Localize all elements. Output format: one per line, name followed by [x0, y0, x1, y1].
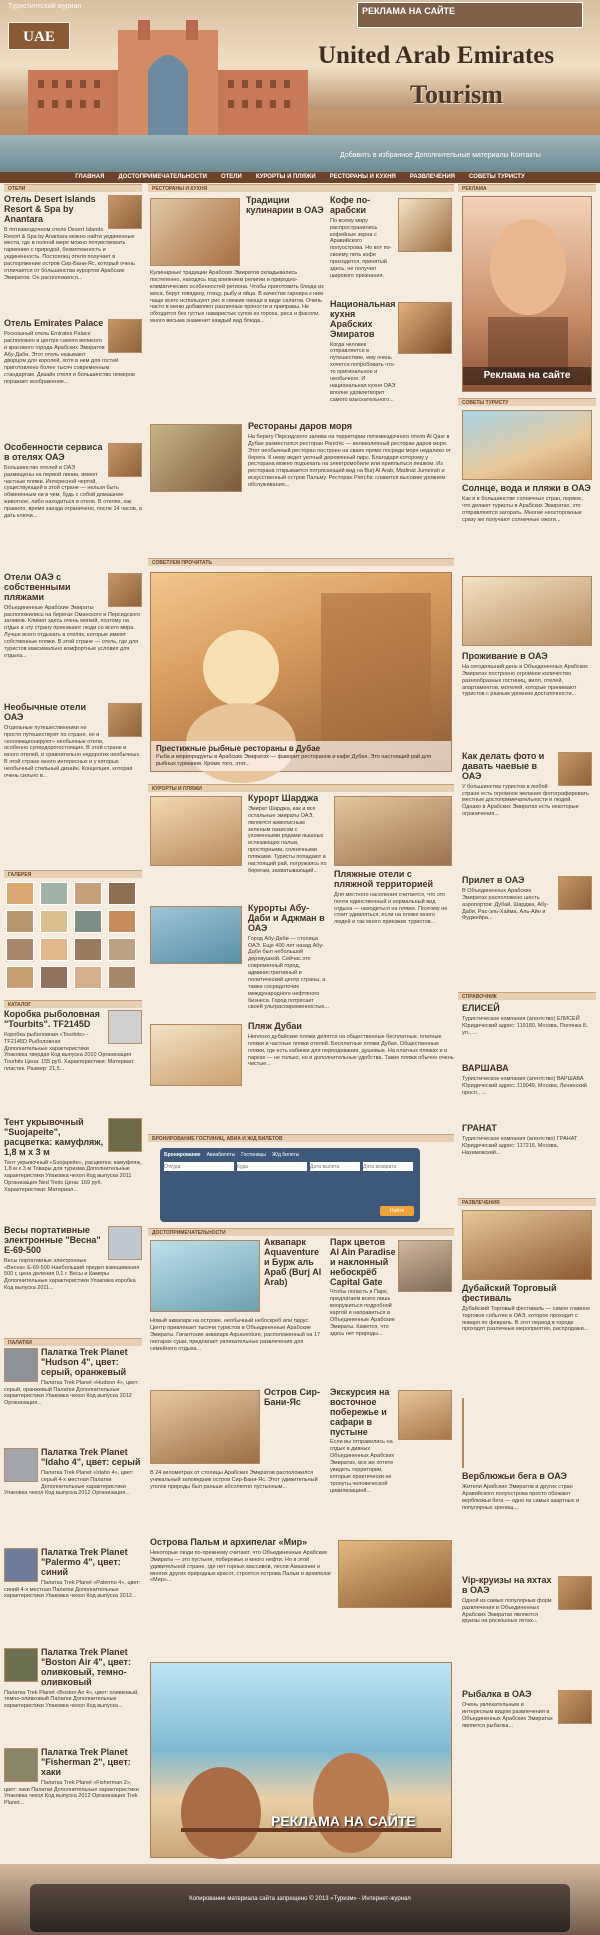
- header-ad-banner[interactable]: РЕКЛАМА НА САЙТЕ: [357, 2, 583, 28]
- article-card: [330, 300, 396, 414]
- tab-hotels[interactable]: Гостиницы: [241, 1152, 266, 1158]
- article-image[interactable]: [150, 198, 240, 266]
- tab-trains[interactable]: Ж/д билеты: [271, 1152, 300, 1158]
- product-title[interactable]: Палатка Trek Planet "Fisherman 2", цвет: хаки: [41, 1747, 131, 1777]
- company-name[interactable]: ЕЛИСЕЙ: [462, 1003, 500, 1013]
- section-tents: ПАЛАТКИ: [4, 1338, 142, 1346]
- article-excerpt: Роскошный отель Emirates Palace расположен в центре самого великого и красивого города Арабских Эмиратов Абу-Даби. Этот отель называют дворцом для королей, хотя в нем для гостей приготовлено более тысяч современным стандартам. Дизайн отеля и большинство номеров поражает воображение...: [4, 330, 135, 386]
- article-card: [462, 1690, 592, 1810]
- product-thumbnail: [108, 1010, 142, 1044]
- article-card: [150, 1538, 332, 1658]
- company-info: Туристическое компания (агентство) ВАРШАВА Юридический адрес: 119049, Москва, Ленинский просп., ...: [462, 1075, 587, 1096]
- product-thumbnail: [4, 1348, 38, 1382]
- product-description: Весы портативные электронные «Весна» Е-69-500 Наибольший предел взвешивания 500 г, цена деления 0,1 г. Весы и Камеры Дополнительные характеристики Упаковка коробка Код выпуска 2011...: [4, 1257, 140, 1292]
- booking-widget: [160, 1148, 420, 1222]
- nav-resorts[interactable]: КУРОРТЫ И ПЛЯЖИ: [255, 173, 316, 180]
- product-title[interactable]: Весы портативные электронные "Весна" Е-69-500: [4, 1225, 101, 1255]
- article-image[interactable]: [398, 302, 452, 354]
- article-image[interactable]: [150, 906, 242, 964]
- article-excerpt: Одной из самых популярных форм развлечения в Объединенных Арабских Эмиратах являются круизы на роскошных яхтах...: [462, 1597, 552, 1625]
- directory-list: [462, 1004, 592, 1194]
- article-card: [462, 752, 592, 872]
- tagline: Туристический журнал: [8, 3, 82, 10]
- article-image[interactable]: [398, 1390, 452, 1440]
- nav-sights[interactable]: ДОСТОПРИМЕЧАТЕЛЬНОСТИ: [118, 173, 207, 180]
- article-excerpt: Дубайский Торговый фестиваль — самое главное торговое событие в ОАЭ, которое проходит с января по февраль. В этот период в городе проходят различные мероприятия, распродажи...: [462, 1305, 591, 1333]
- return-input[interactable]: [363, 1162, 413, 1171]
- list-item[interactable]: [4, 1010, 142, 1118]
- article-excerpt: Новый аквапарк на острове, необычный небоскреб или парус. Центр привлекает тысячи туристов в Объединенные Арабские Эмираты. Гигантские аквапарк Aquaventure, расположенный на 17 гектарах суши, предлагает увлекательные развлечения для семейного отдыха...: [150, 1318, 321, 1352]
- article-title[interactable]: Национальная кухня Арабских Эмиратов: [330, 299, 396, 339]
- article-title[interactable]: Верблюжьи бега в ОАЭ: [462, 1471, 567, 1481]
- gallery-thumb[interactable]: [74, 882, 102, 905]
- product-description: Палатка Trek Planet «Idaho 4», цвет: серый 4-х местная Палатки Дополнительные характеристики Упаковка чехол Код выпуска 2012 Организация...: [4, 1469, 134, 1497]
- nav-home[interactable]: ГЛАВНАЯ: [75, 173, 105, 180]
- article-excerpt: Как и в большинстве солнечных стран, первое, что делают туристы в Арабских Эмиратах, это отправляются загорать. Многие неосторожные сразу же получают солнечные ожоги...: [462, 495, 583, 523]
- article-image[interactable]: [150, 796, 242, 866]
- article-title[interactable]: Отели ОАЭ с собственными пляжами: [4, 572, 71, 602]
- section-directory: СПРАВОЧНИК: [458, 992, 596, 1000]
- product-description: Тент укрывочный «Suojapeite», расцветка: камуфляж, 1,8 м х 3 м Товары для туризма Дополнительные характеристики Упаковка чехол Код выпуска 2011 Организация Ned Tools Цена: 169 руб. Характеристики: Материал...: [4, 1159, 142, 1194]
- gallery-thumb[interactable]: [108, 910, 136, 933]
- article-card: [248, 422, 454, 542]
- list-item[interactable]: [4, 1348, 142, 1448]
- list-item[interactable]: [462, 1124, 592, 1184]
- company-name[interactable]: ГРАНАТ: [462, 1123, 497, 1133]
- search-button[interactable]: Найти: [380, 1206, 414, 1216]
- product-description: Коробка рыболовная «Tourbits» - TF2145D Рыболовная Дополнительные характеристики Упаковка твердая Код выпуска 2010 Организация Tourbits Цена: 155 руб. Характеристики: Материал: пластик. Размер: 21,5...: [4, 1031, 135, 1073]
- product-title[interactable]: Палатка Trek Planet "Boston Air 4", цвет: оливковый, темно-оливковый: [41, 1647, 131, 1687]
- article-image[interactable]: [150, 1240, 260, 1312]
- gallery-thumb[interactable]: [6, 938, 34, 961]
- article-title[interactable]: Пляжные отели с пляжной территорией: [334, 869, 434, 889]
- ad-banner-text: Реклама на сайте: [463, 367, 591, 386]
- article-title[interactable]: Аквапарк Aquaventure и Бурж аль Араб (Burj Al Arab): [264, 1237, 322, 1287]
- article-title[interactable]: Отель Emirates Palace: [4, 318, 104, 328]
- article-excerpt: Кулинарные традиции Арабских Эмиратов складывались постепенно, находясь под влиянием религии и природно-климатических особенностей региона. Чтобы приготовить блюда из мяса, берут говядину, птицу, рыбу и яйца. В качестве гарнира к ним чаще всего используют рис и свежие овощи в виде салатов. Очень часто в меню добавляют различные пряности и приправы. Не обходится без густых наваристых супов из гороха, риса и фасоли, много весьма знаменит каждый вид блюда...: [150, 270, 324, 325]
- site-logo[interactable]: UAE: [8, 22, 70, 50]
- list-item[interactable]: [4, 319, 142, 443]
- section-tips: СОВЕТЫ ТУРИСТУ: [458, 398, 596, 406]
- gallery-thumb[interactable]: [6, 882, 34, 905]
- article-title[interactable]: Экскурсия на восточное побережье и сафари в пустыне: [330, 1387, 390, 1437]
- article-excerpt: Большинство отелей в ОАЭ размещены на первой линии, имеют частные пляжи. Интересной чертой, существующей в этой стране — нельзя быть обвиненным ни в чем, будь с собой домашнее животное, либо находиться в отеле. В отелях, как правило, время заезда ограничено, после 14 часов, а дать ключи...: [4, 464, 142, 519]
- article-card: [246, 196, 326, 274]
- article-card: [462, 1576, 592, 1686]
- tents-list: [4, 1348, 142, 1858]
- article-thumbnail: [558, 876, 592, 910]
- article-title[interactable]: Курорты Абу-Даби и Аджман в ОАЭ: [248, 903, 325, 933]
- list-item[interactable]: [4, 703, 142, 823]
- gallery-thumb[interactable]: [74, 910, 102, 933]
- booking-tabs: [164, 1152, 416, 1158]
- product-thumbnail: [108, 1118, 142, 1152]
- article-image[interactable]: [462, 1210, 592, 1280]
- article-card: [330, 1388, 396, 1538]
- article-image[interactable]: [462, 576, 592, 646]
- product-title[interactable]: Коробка рыболовная "Tourbits". TF2145D: [4, 1009, 100, 1029]
- article-excerpt: В Объединенных Арабских Эмиратах расположено шесть аэропортов: Дубай, Шарджа, Абу-Даби, Рас-эль-Хайма, Аль-Айн и Фуджейра...: [462, 887, 549, 922]
- hotel-thumbnail: [108, 319, 142, 353]
- article-excerpt: В 24 километрах от столицы Арабских Эмиратов расположился уникальный заповедник остров Сир-Бани-Яс. Этот удивительный уголок природы был раньше абсолютно пустынным...: [150, 1470, 318, 1490]
- article-title[interactable]: Как делать фото и давать чаевые в ОАЭ: [462, 751, 545, 781]
- article-excerpt: В пятизвездочном отеле Desert Islands Resort & Spa by Anantara можно найти уединенные места, где в полной мере можно почувствовать гармонию с природой, безмятежность и уединенность. Постоялец отеля получает в распоряжение остров Сир-Бани-Яс, который очень отличается от большинства курортов Арабских Эмиратов. Он расположился...: [4, 226, 135, 281]
- section-ads: РЕКЛАМА: [458, 184, 596, 192]
- section-booking: БРОНИРОВАНИЕ ГОСТИНИЦ, АВИА И Ж/Д БИЛЕТОВ: [148, 1134, 454, 1142]
- featured-title[interactable]: Престижные рыбные рестораны в Дубае: [156, 744, 321, 754]
- article-title[interactable]: Прилет в ОАЭ: [462, 875, 525, 885]
- gallery-grid: [4, 880, 142, 992]
- article-card: [330, 196, 396, 286]
- article-title[interactable]: Острова Пальм и архипелаг «Мир»: [150, 1537, 308, 1547]
- header-links[interactable]: Добавить в избранное Дополнительные материалы Контакты: [340, 152, 541, 159]
- section-sights: ДОСТОПРИМЕЧАТЕЛЬНОСТИ: [148, 1228, 454, 1236]
- section-hotels: ОТЕЛИ: [4, 184, 142, 192]
- article-title[interactable]: Рестораны даров моря: [248, 421, 352, 431]
- from-input[interactable]: [164, 1162, 234, 1171]
- list-item[interactable]: [4, 195, 142, 319]
- ad-banner-text: РЕКЛАМА НА САЙТЕ: [271, 1813, 416, 1829]
- article-card: [330, 1238, 396, 1378]
- article-title[interactable]: Особенности сервиса в отелях ОАЭ: [4, 442, 103, 462]
- featured-excerpt: Рыба и морепродукты в Арабских Эмиратах — фаворит ресторанов и кафе Дубая. Это настоящий рай для рыбных гурманов. Кроме того, этот...: [156, 754, 432, 768]
- nav-entertainment[interactable]: РАЗВЛЕЧЕНИЯ: [409, 173, 455, 180]
- article-excerpt: На берегу Персидского залива на территории пятизвездочного отеля Al Qasr в Дубае разместился ресторан Pierchic — великолепный ресторан даров моря. Этот необычный ресторан построен на сваях прямо посреди моря недалеко от берега. К нему ведет уютный деревянный пирс. Благодаря которому у ресторана можно подъехать на электромобиле или приплыться пешком. Из ресторана открывается потрясающий вид на Burj Al Arab, Madinat Jumeirah и искусственный остров Пальму. Ресторан Pierchic славится высоким уровнем обслуживания...: [248, 433, 452, 489]
- article-excerpt: У большинства туристов в любой стране есть огромное желание фотографировать местные достопримечательности и людей. Однако в Арабских Эмиратах есть некоторые ограничения...: [462, 783, 589, 818]
- header: [0, 0, 600, 172]
- article-title[interactable]: Необычные отели ОАЭ: [4, 702, 87, 722]
- list-item[interactable]: [4, 573, 142, 703]
- article-excerpt: Некоторые люди по-прежнему считают, что Объединенные Арабские Эмираты — это пустыня, побережье и много нефти. Но в этой удивительной стране, где нет горных массивов, лесов Амазонии и многих других природных красот, строятся острова Пальм и архипелаг «Мир»...: [150, 1549, 332, 1584]
- article-card: [462, 484, 592, 564]
- company-name[interactable]: ВАРШАВА: [462, 1063, 509, 1073]
- article-image[interactable]: [462, 1398, 464, 1468]
- article-excerpt: Отдельные путешественники не просто путешествуют по стране, но и «коллекционируют» необычные отели, особенно супердорогостоящих. В этой стране и много отелей, и сравнительно недорогих необычных. В этой стране много интересных и у которых необычный стильный дизайн. Концепция, которая очень сильно в...: [4, 724, 141, 779]
- article-title[interactable]: Отель Desert Islands Resort & Spa by Anantara: [4, 194, 96, 224]
- product-thumbnail: [108, 1226, 142, 1260]
- article-thumbnail: [558, 1690, 592, 1724]
- list-item[interactable]: [4, 1448, 142, 1548]
- company-info: Туристическое компания (агентство) ЕЛИСЕЙ Юридический адрес: 119180, Москва, Полянка Б. ул., ...: [462, 1015, 589, 1036]
- hotel-thumbnail: [108, 573, 142, 607]
- hotel-thumbnail: [108, 443, 142, 477]
- gallery-thumb[interactable]: [40, 966, 68, 989]
- list-item[interactable]: [4, 443, 142, 573]
- gallery-thumb[interactable]: [108, 966, 136, 989]
- article-excerpt: По всему миру распространились кофейные зерна с Аравийского полуострова. Но вот по-своему пить кофе приходится, принятый здесь, не получил широкого признания.: [330, 217, 392, 279]
- copyright-text: Копирование материала сайта запрещено © 2013 «Туризм» - Интернет-журнал: [189, 1896, 411, 1902]
- product-thumbnail: [4, 1648, 38, 1682]
- section-resorts: КУРОРТЫ И ПЛЯЖИ: [148, 784, 454, 792]
- section-entertainment: РАЗВЛЕЧЕНИЯ: [458, 1198, 596, 1206]
- article-excerpt: Чтобы попасть в Парк, предлагаем всего лишь вооружиться подробной картой и направиться в Объединенные Арабские Эмираты. Кажется, что здесь нет природы...: [330, 1289, 395, 1337]
- article-title[interactable]: Парк цветов Al Ain Paradise и наклонный небоскрёб Capital Gate: [330, 1237, 396, 1287]
- featured-caption: [151, 741, 451, 771]
- right-ad-banner[interactable]: [462, 196, 592, 392]
- article-card: [334, 870, 452, 965]
- footer: [0, 1864, 600, 1935]
- article-excerpt: Неплохо дубайские пляжи делятся на общественные бесплатные, платные пляжи и частные пляжи отелей. Бесплатные пляжи Дубая. Общественные пляжи, где есть кабинки для переодевания, душевые. На платных пляжах и в парках — не только, но и дополнительные удобства. Такие пляжи обычно очень чистые...: [248, 1033, 454, 1068]
- product-description: Палатка Trek Planet «Boston Air 4», цвет: оливковый, темно-оливковый Палатки Дополнительные характеристики Упаковка чехол Код выпуска...: [4, 1689, 139, 1710]
- section-catalog: КАТАЛОГ: [4, 1000, 142, 1008]
- article-card: [462, 652, 592, 748]
- bottom-ad-banner[interactable]: [150, 1662, 452, 1858]
- product-thumbnail: [4, 1748, 38, 1782]
- article-excerpt: На сегодняшний день в Объединенных Арабских Эмиратах построено огромное количество разнообразных гостиниц, вилл, отелей, апартаментов, мотелей, которые принимают туристов с разным уровнем достаточности...: [462, 663, 588, 698]
- gallery-thumb[interactable]: [108, 882, 136, 905]
- nav-tips[interactable]: СОВЕТЫ ТУРИСТУ: [469, 173, 525, 180]
- article-title[interactable]: Кофе по-арабски: [330, 195, 371, 215]
- article-title[interactable]: Vip-круизы на яхтах в ОАЭ: [462, 1575, 552, 1595]
- product-thumbnail: [4, 1548, 38, 1582]
- hotels-list: [4, 195, 142, 895]
- article-image[interactable]: [398, 1240, 452, 1292]
- gallery-thumb[interactable]: [6, 910, 34, 933]
- gallery-thumb[interactable]: [108, 938, 136, 961]
- gallery-thumb[interactable]: [74, 966, 102, 989]
- nav-hotels[interactable]: ОТЕЛИ: [220, 173, 242, 180]
- article-thumbnail: [558, 1576, 592, 1610]
- catalog-list: [4, 1010, 142, 1340]
- list-item[interactable]: [4, 1118, 142, 1226]
- article-image[interactable]: [150, 1024, 242, 1086]
- article-card: [264, 1388, 324, 1448]
- product-description: Палатка Trek Planet «Fisherman 2», цвет: хаки Палатки Дополнительные характеристики Упаковка чехол Код выпуска 2012 Организация Trek Planet...: [4, 1779, 139, 1807]
- list-item[interactable]: [4, 1226, 142, 1334]
- ad-image: [463, 197, 591, 393]
- article-card: [248, 903, 330, 1011]
- section-restaurants: РЕСТОРАНЫ И КУХНЯ: [148, 184, 454, 192]
- hotel-thumbnail: [108, 195, 142, 229]
- article-image[interactable]: [338, 1540, 452, 1608]
- article-image[interactable]: [462, 410, 592, 480]
- gallery-thumb[interactable]: [6, 966, 34, 989]
- product-description: Палатка Trek Planet «Hudson 4», цвет: серый, оранжевый Палатки Дополнительные характеристики Упаковка чехол Код выпуска 2012 Организация...: [4, 1379, 139, 1407]
- article-card: [248, 794, 328, 900]
- footer-box: [30, 1884, 570, 1932]
- article-image[interactable]: [398, 198, 452, 252]
- article-title[interactable]: Рыбалка в ОАЭ: [462, 1689, 532, 1699]
- article-excerpt: Когда человек отправляется в путешествие, ему очень хочется попробовать что-то оригинальное и необычное. И национальная кухня ОАЭ вполне удовлетворит самого взыскательного...: [330, 341, 396, 403]
- product-thumbnail: [4, 1448, 38, 1482]
- product-title[interactable]: Палатка Trek Planet "Palermo 4", цвет: синий: [41, 1547, 128, 1577]
- main-nav: [0, 172, 600, 183]
- list-item[interactable]: [4, 1748, 142, 1848]
- article-card: [264, 1238, 324, 1316]
- article-title[interactable]: Проживание в ОАЭ: [462, 651, 548, 661]
- gallery-thumb[interactable]: [74, 938, 102, 961]
- article-title[interactable]: Остров Сир-Бани-Яс: [264, 1387, 320, 1407]
- product-title[interactable]: Палатка Trek Planet "Idaho 4", цвет: серый: [41, 1447, 141, 1467]
- product-title[interactable]: Палатка Trek Planet "Hudson 4", цвет: серый, оранжевый: [41, 1347, 128, 1377]
- company-info: Туристическое компания (агентство) ГРАНАТ Юридический адрес: 117216, Москва, Нахимовский...: [462, 1135, 578, 1156]
- nav-restaurants[interactable]: РЕСТОРАНЫ И КУХНЯ: [329, 173, 396, 180]
- hotel-thumbnail: [108, 703, 142, 737]
- article-title[interactable]: Курорт Шарджа: [248, 793, 319, 803]
- article-excerpt: Очень увлекательным и интересным видом развлечения в Объединенных Арабских Эмиратах является рыбалка...: [462, 1701, 553, 1729]
- tab-flights[interactable]: Авиабилеты: [206, 1152, 236, 1158]
- site-subtitle: Tourism: [410, 80, 503, 109]
- product-title[interactable]: Тент укрывочный "Suojapeite", расцветка: камуфляж, 1,8 м х 3 м: [4, 1117, 104, 1157]
- gallery-thumb[interactable]: [40, 938, 68, 961]
- article-excerpt: Жители Арабских Эмиратов и других стран Аравийского полуострова просто обожают верблюжьи бега — одно из самых азартных и популярных зрелищ...: [462, 1483, 580, 1511]
- article-image[interactable]: [150, 1390, 260, 1464]
- product-description: Палатка Trek Planet «Palermo 4», цвет: синий 4-х местная Палатки Дополнительные характеристики Упаковка чехол Код выпуска 2012...: [4, 1579, 141, 1600]
- section-gallery: ГАЛЕРЕЯ: [4, 870, 142, 878]
- article-card: [462, 1472, 592, 1572]
- list-item[interactable]: [4, 1548, 142, 1648]
- article-card: [462, 876, 592, 986]
- article-image[interactable]: [334, 796, 452, 866]
- article-card: [248, 1022, 454, 1122]
- section-recommend: СОВЕТУЕМ ПРОЧИТАТЬ: [148, 558, 454, 566]
- article-excerpt: Для местного населения считается, что это почти единственный и нормальный вид отдыха — находиться на пляже. Поэтому не стоит удивляться, если на пляже много людей и так много приезжих туристов...: [334, 891, 448, 926]
- gallery-thumb[interactable]: [40, 910, 68, 933]
- list-item[interactable]: [462, 1064, 592, 1124]
- article-title[interactable]: Солнце, вода и пляжи в ОАЭ: [462, 483, 591, 493]
- article-thumbnail: [558, 752, 592, 786]
- featured-article[interactable]: [150, 572, 452, 772]
- depart-input[interactable]: [310, 1162, 360, 1171]
- article-title[interactable]: Дубайский Торговый фестиваль: [462, 1283, 557, 1303]
- article-image[interactable]: [150, 424, 242, 492]
- article-excerpt: Если вы отправились на отдых в дивных Объединенных Арабских Эмиратах, все же хотите увидеть территории, которые практически не тронуты человеческой цивилизацией...: [330, 1439, 395, 1494]
- article-title[interactable]: Традиции кулинарии в ОАЭ: [246, 195, 324, 215]
- article-excerpt: Эмират Шарджа, как и все остальные эмираты ОАЭ, является живописным зеленым оазисом с ухоженными рядами пышных исчезающих пальм, просторными, солнечными пляжами. Туристы попадают в настоящий рай, погружаясь по берегам, захватывающий...: [248, 805, 327, 874]
- tab-booking[interactable]: Бронирование: [164, 1152, 201, 1158]
- article-card: [462, 1284, 592, 1394]
- article-excerpt: Объединенные Арабские Эмираты расположились на берегах Оманского и Персидского заливов. Климат здесь очень мягкий, поэтому на отдых в эту страну приезжают люди со всего мира. Лучше всего отдыхать в отелях, которые имеют собственные пляжи. В этой стране — отель, где для туристов максимально комфортные условия для отдыха...: [4, 604, 141, 659]
- list-item[interactable]: [4, 1648, 142, 1748]
- list-item[interactable]: [462, 1004, 592, 1064]
- article-excerpt: Город Абу-Даби — столица ОАЭ. Еще 400 лет назад Абу-Даби был небольшой деревушкой. Сейчас это современный город, административный и политический центр страны, а также сосредоточие международного нефтяного бизнеса. Город потрясает своей ультрасовременностью...: [248, 935, 329, 1011]
- site-title: United Arab Emirates: [318, 42, 555, 69]
- to-input[interactable]: [237, 1162, 307, 1171]
- gallery-thumb[interactable]: [40, 882, 68, 905]
- article-title[interactable]: Пляж Дубаи: [248, 1021, 302, 1031]
